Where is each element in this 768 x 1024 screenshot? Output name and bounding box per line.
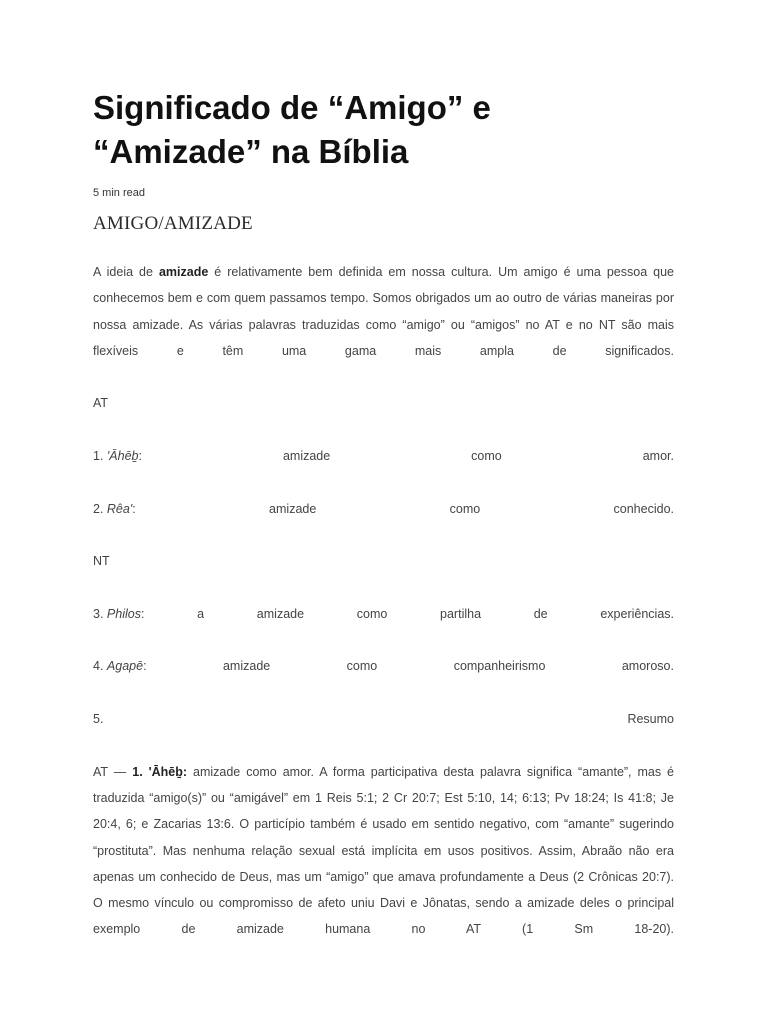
intro-bold-term: amizade (158, 265, 209, 279)
outline-item-3: 3. Philos: a amizade como partilha de experiências. (93, 606, 674, 621)
outline-term: Agapē (106, 659, 144, 674)
outline-term: Rêa' (106, 501, 133, 516)
outline-term: 'Āhēḇ (106, 449, 139, 464)
label-nt: NT (93, 554, 110, 569)
at-section-bold: 1. 'Āhēḇ: (132, 764, 188, 779)
outline-item-4: 4. Agapē: amizade como companheirismo amoroso. (93, 659, 674, 674)
label-at: AT (93, 396, 109, 411)
article-title (93, 86, 674, 174)
outline-item-2: 2. Rêa': amizade como conhecido. (93, 501, 674, 516)
title-line-1: Significado de “Amigo” e (93, 89, 491, 126)
title-line-2: “Amizade” na Bíblia (93, 133, 409, 170)
read-time: 5 min read (93, 187, 145, 199)
intro-paragraph: A ideia de amizade é relativamente bem definida em nossa cultura. Um amigo é uma pessoa que conhecemos bem e com quem passamos tempo. Somos obrigados um ao outro de várias maneiras por nossa amizade. As várias palavras traduzidas como “amigo” ou “amigos” no AT e no NT são mais flexíveis e têm uma gama mais ampla de significados. (93, 265, 674, 358)
outline-term: Philos (106, 606, 141, 621)
at-section-paragraph: AT — 1. 'Āhēḇ: amizade como amor. A forma participativa desta palavra significa “amante”, mas é traduzida “amigo(s)” ou “amigável” em 1 Reis 5:1; 2 Cr 20:7; Est 5:10, 14; 6:13; Pv 18:24; Is 41:8; Je 20:4, 6; e Zacarias 13:6. O particípio também é usado em sentido negativo, com “amante” sugerindo “prostituta”. Mas nenhuma relação sexual está implícita em usos positivos. Assim, Abraão não era apenas um conhecido de Deus, mas um “amigo” que amava profundamente a Deus (2 Crônicas 20:7). O mesmo vínculo ou compromisso de afeto uniu Davi e Jônatas, sendo a amizade deles o principal exemplo de amizade humana no AT (1 Sm 18-20). (93, 764, 675, 937)
outline-item-1: 1. 'Āhēḇ: amizade como amor. (93, 449, 674, 464)
section-heading: AMIGO/AMIZADE (93, 213, 253, 234)
outline-item-5: 5. Resumo (93, 712, 674, 727)
article (93, 86, 674, 943)
